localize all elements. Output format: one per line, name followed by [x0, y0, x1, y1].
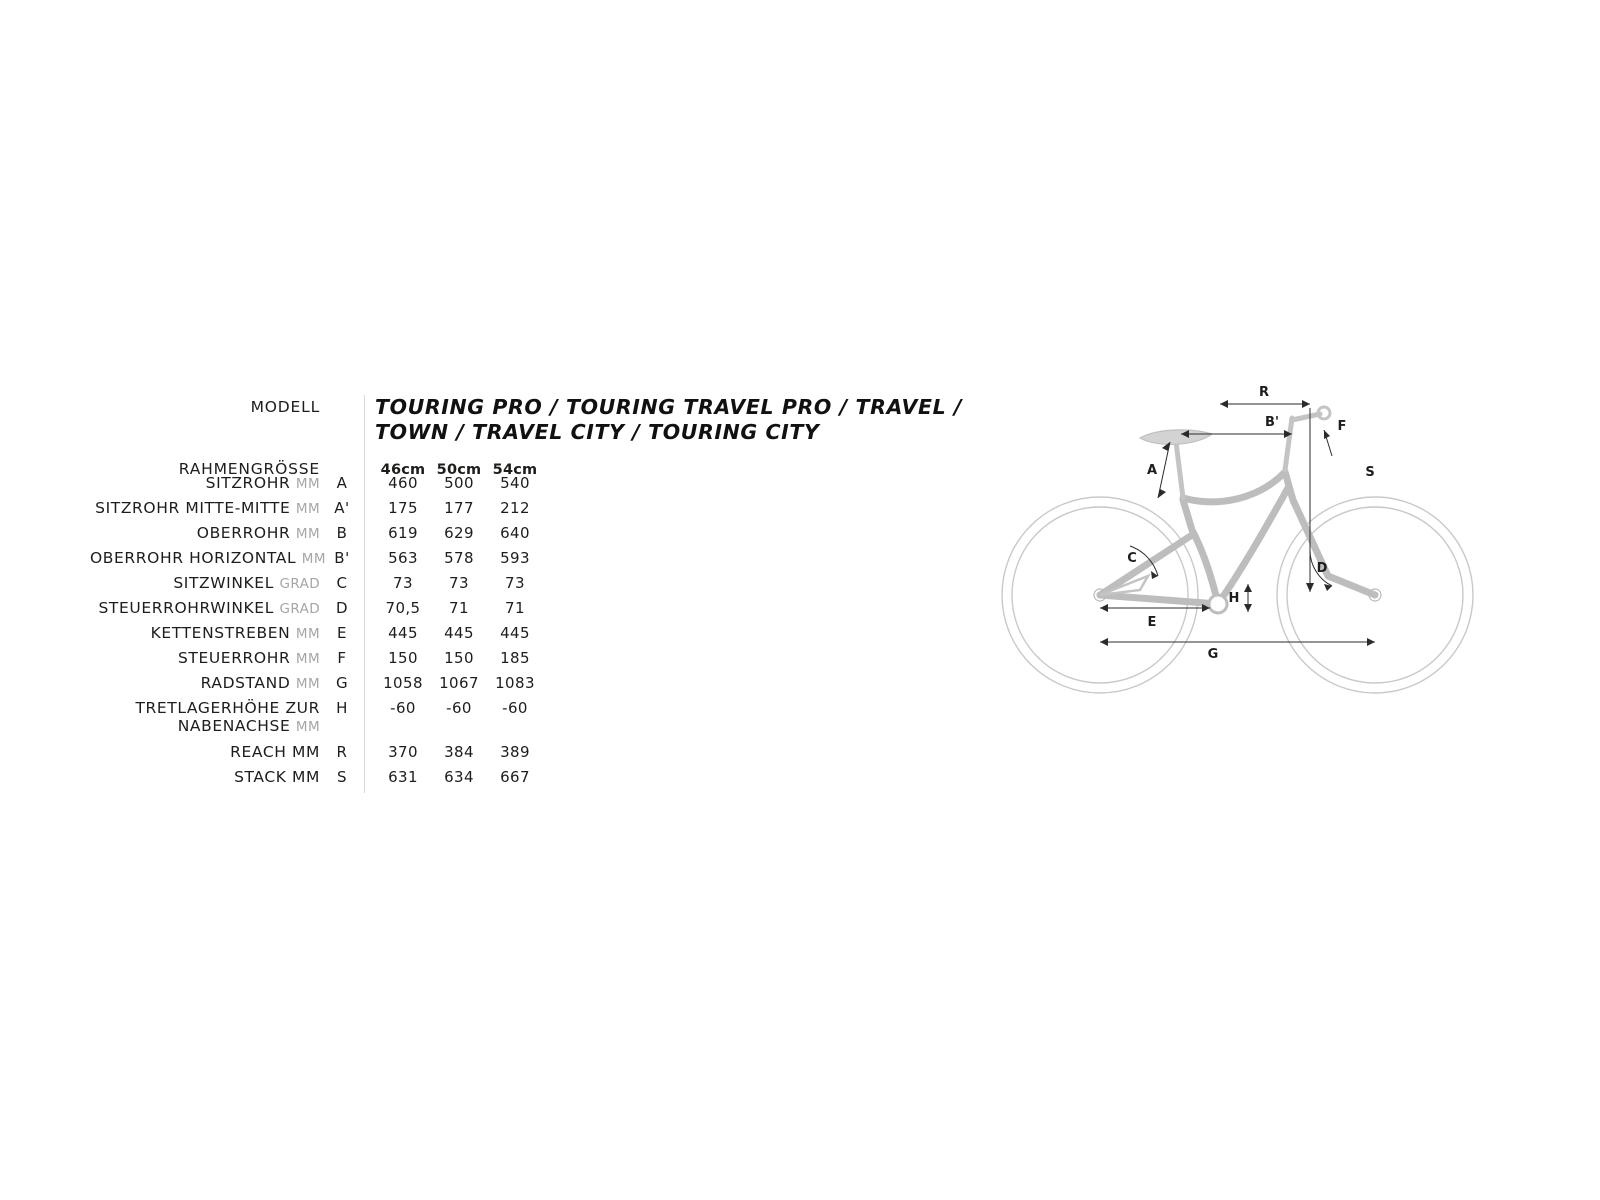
row-unit: MM [295, 676, 320, 692]
dimension-label-E: E [1147, 615, 1157, 630]
row-values [375, 599, 543, 617]
row-code: R [336, 743, 348, 761]
cell-value: 71 [449, 599, 469, 617]
geometry-table [90, 395, 970, 793]
row-label-text: SITZROHR MITTE-MITTE [95, 499, 291, 517]
table-row [90, 574, 970, 599]
arrow-down-H [1244, 604, 1252, 612]
row-code: B' [334, 549, 350, 567]
row-code: S [336, 768, 348, 786]
dimension-label-F: F [1337, 419, 1347, 434]
row-values [375, 624, 543, 642]
row-unit: GRAD [279, 601, 320, 617]
bottom-bracket [1209, 595, 1227, 613]
row-unit: MM [295, 526, 320, 542]
cockpit-group [1176, 414, 1320, 498]
top-tube [1183, 472, 1285, 502]
table-row [90, 649, 970, 674]
row-label: STACK MM [234, 768, 320, 786]
table-row [90, 768, 970, 793]
row-unit: GRAD [279, 576, 320, 592]
column-divider [364, 743, 365, 768]
table-row [90, 624, 970, 649]
row-values [375, 649, 543, 667]
row-values [375, 499, 543, 517]
row-values [375, 699, 543, 717]
arrow-left-E [1100, 604, 1108, 612]
saddle [1140, 430, 1212, 444]
row-label-text: OBERROHR [196, 524, 291, 542]
row-code: B [336, 524, 348, 542]
cell-value: 73 [505, 574, 525, 592]
row-code: G [335, 674, 349, 692]
seat-post [1176, 442, 1183, 498]
row-label-text: STEUERROHR [177, 649, 291, 667]
model-name-line-2: TOWN / TRAVEL CITY / TOURING CITY [375, 420, 820, 444]
column-divider [364, 549, 365, 574]
frame-tubes [1100, 472, 1375, 604]
column-divider [364, 768, 365, 793]
row-values [375, 524, 543, 542]
row-code: E [337, 624, 347, 642]
dimension-line-A [1158, 442, 1170, 498]
arrow-up-F [1324, 430, 1330, 439]
arrow-down-S [1306, 583, 1314, 592]
row-label [90, 549, 326, 567]
column-divider [364, 447, 365, 474]
cell-value: 445 [500, 624, 530, 642]
arrow-up-H [1244, 584, 1252, 592]
row-label-text: SITZWINKEL [173, 574, 274, 592]
row-label-text: TRETLAGERHÖHE ZUR [135, 699, 320, 717]
cell-value: 619 [388, 524, 418, 542]
column-divider [364, 599, 365, 624]
fork [1293, 500, 1375, 595]
table-header-model [90, 395, 970, 447]
stem-steerer [1285, 418, 1292, 470]
dimension-label-C: C [1127, 551, 1137, 566]
row-values [375, 674, 543, 692]
cell-value: 460 [388, 474, 418, 492]
row-unit: MM [295, 626, 320, 642]
cell-value: 1083 [495, 674, 535, 692]
table-row [90, 743, 970, 768]
column-divider [364, 499, 365, 524]
row-label [90, 524, 320, 542]
table-row [90, 674, 970, 699]
row-label-text-2 [90, 717, 320, 736]
cell-value: 578 [444, 549, 474, 567]
cell-value: 500 [444, 474, 474, 492]
bike-geometry-diagram [980, 380, 1540, 700]
cell-value: 212 [500, 499, 530, 517]
cell-value: 1058 [383, 674, 423, 692]
dimension-label-B: B' [1265, 415, 1279, 430]
row-label-text-continued: NABENACHSE [177, 717, 291, 735]
size-column-header: 54cm [492, 462, 538, 478]
bike-diagram-svg [980, 380, 1540, 700]
row-label [90, 649, 320, 667]
row-label [90, 674, 320, 692]
cell-value: 445 [388, 624, 418, 642]
row-values [375, 743, 543, 761]
row-label [90, 599, 320, 617]
model-name-line-1: TOURING PRO / TOURING TRAVEL PRO / TRAVEL / [375, 395, 963, 419]
cell-value: 150 [388, 649, 418, 667]
cell-value: 634 [444, 768, 474, 786]
arrow-right-G [1367, 638, 1375, 646]
cell-value: 185 [500, 649, 530, 667]
cell-value: 389 [500, 743, 530, 761]
column-divider [364, 574, 365, 599]
row-label-text: KETTENSTREBEN [150, 624, 291, 642]
row-unit: MM [295, 651, 320, 667]
row-values [375, 768, 543, 786]
arrow-left-G [1100, 638, 1108, 646]
cell-value: 384 [444, 743, 474, 761]
dimension-label-D: D [1316, 561, 1328, 576]
cell-value: 70,5 [385, 599, 421, 617]
row-values [375, 549, 543, 567]
table-row [90, 549, 970, 574]
cell-value: 563 [388, 549, 418, 567]
column-divider [364, 674, 365, 699]
model-name [375, 395, 962, 445]
cell-value: 445 [444, 624, 474, 642]
table-row [90, 474, 970, 499]
cell-value: 593 [500, 549, 530, 567]
dimension-label-S: S [1365, 465, 1375, 480]
cell-value: 629 [444, 524, 474, 542]
row-code: H [336, 699, 348, 717]
row-code: C [336, 574, 348, 592]
dimension-label-R: R [1258, 385, 1270, 400]
handlebar [1292, 414, 1320, 420]
cell-value: 640 [500, 524, 530, 542]
row-unit: MM [295, 476, 320, 492]
cell-value: 370 [388, 743, 418, 761]
cell-value: 150 [444, 649, 474, 667]
row-label-text: OBERROHR HORIZONTAL [90, 549, 297, 567]
row-label [90, 624, 320, 642]
row-label-text: SITZROHR [205, 474, 291, 492]
cell-value: 540 [500, 474, 530, 492]
dimension-label-A: A [1146, 463, 1158, 478]
row-unit: MM [295, 501, 320, 517]
column-divider [364, 395, 365, 447]
column-divider [364, 699, 365, 743]
row-label-text: RADSTAND [200, 674, 291, 692]
column-divider [364, 624, 365, 649]
row-code: D [335, 599, 349, 617]
seatstay [1100, 535, 1192, 595]
row-label [90, 499, 320, 517]
size-column-header: 46cm [380, 462, 426, 478]
size-column-header: 50cm [436, 462, 482, 478]
arrow-left-R [1220, 400, 1228, 408]
cell-value: -60 [390, 699, 416, 717]
row-label [90, 574, 320, 592]
row-values [375, 574, 543, 592]
cell-value: 1067 [439, 674, 479, 692]
column-divider [364, 649, 365, 674]
table-row [90, 599, 970, 624]
row-label [90, 699, 320, 736]
cell-value: 73 [393, 574, 413, 592]
cell-value: 177 [444, 499, 474, 517]
row-label-text: STEUERROHRWINKEL [98, 599, 274, 617]
cell-value: 631 [388, 768, 418, 786]
row-label [90, 474, 320, 492]
cell-value: 71 [505, 599, 525, 617]
row-label: REACH MM [230, 743, 320, 761]
column-divider [364, 474, 365, 499]
cell-value: 667 [500, 768, 530, 786]
row-code: A' [334, 499, 350, 517]
table-row [90, 524, 970, 549]
row-values [375, 474, 543, 492]
cell-value: 175 [388, 499, 418, 517]
frame-size-label: RAHMENGRÖSSE [178, 460, 320, 478]
row-unit: MM [295, 719, 320, 735]
dimension-label-G: G [1207, 647, 1219, 662]
model-label: MODELL [250, 398, 320, 416]
cell-value: -60 [502, 699, 528, 717]
row-code: A [336, 474, 348, 492]
row-unit: MM [301, 551, 326, 567]
cell-value: 73 [449, 574, 469, 592]
dimension-label-H: H [1228, 591, 1240, 606]
table-header-sizes [90, 447, 970, 478]
column-divider [364, 524, 365, 549]
chainstay [1100, 595, 1218, 604]
table-row [90, 699, 970, 743]
row-code: F [337, 649, 347, 667]
arrow-right-R [1302, 400, 1310, 408]
table-row [90, 499, 970, 524]
cell-value: -60 [446, 699, 472, 717]
